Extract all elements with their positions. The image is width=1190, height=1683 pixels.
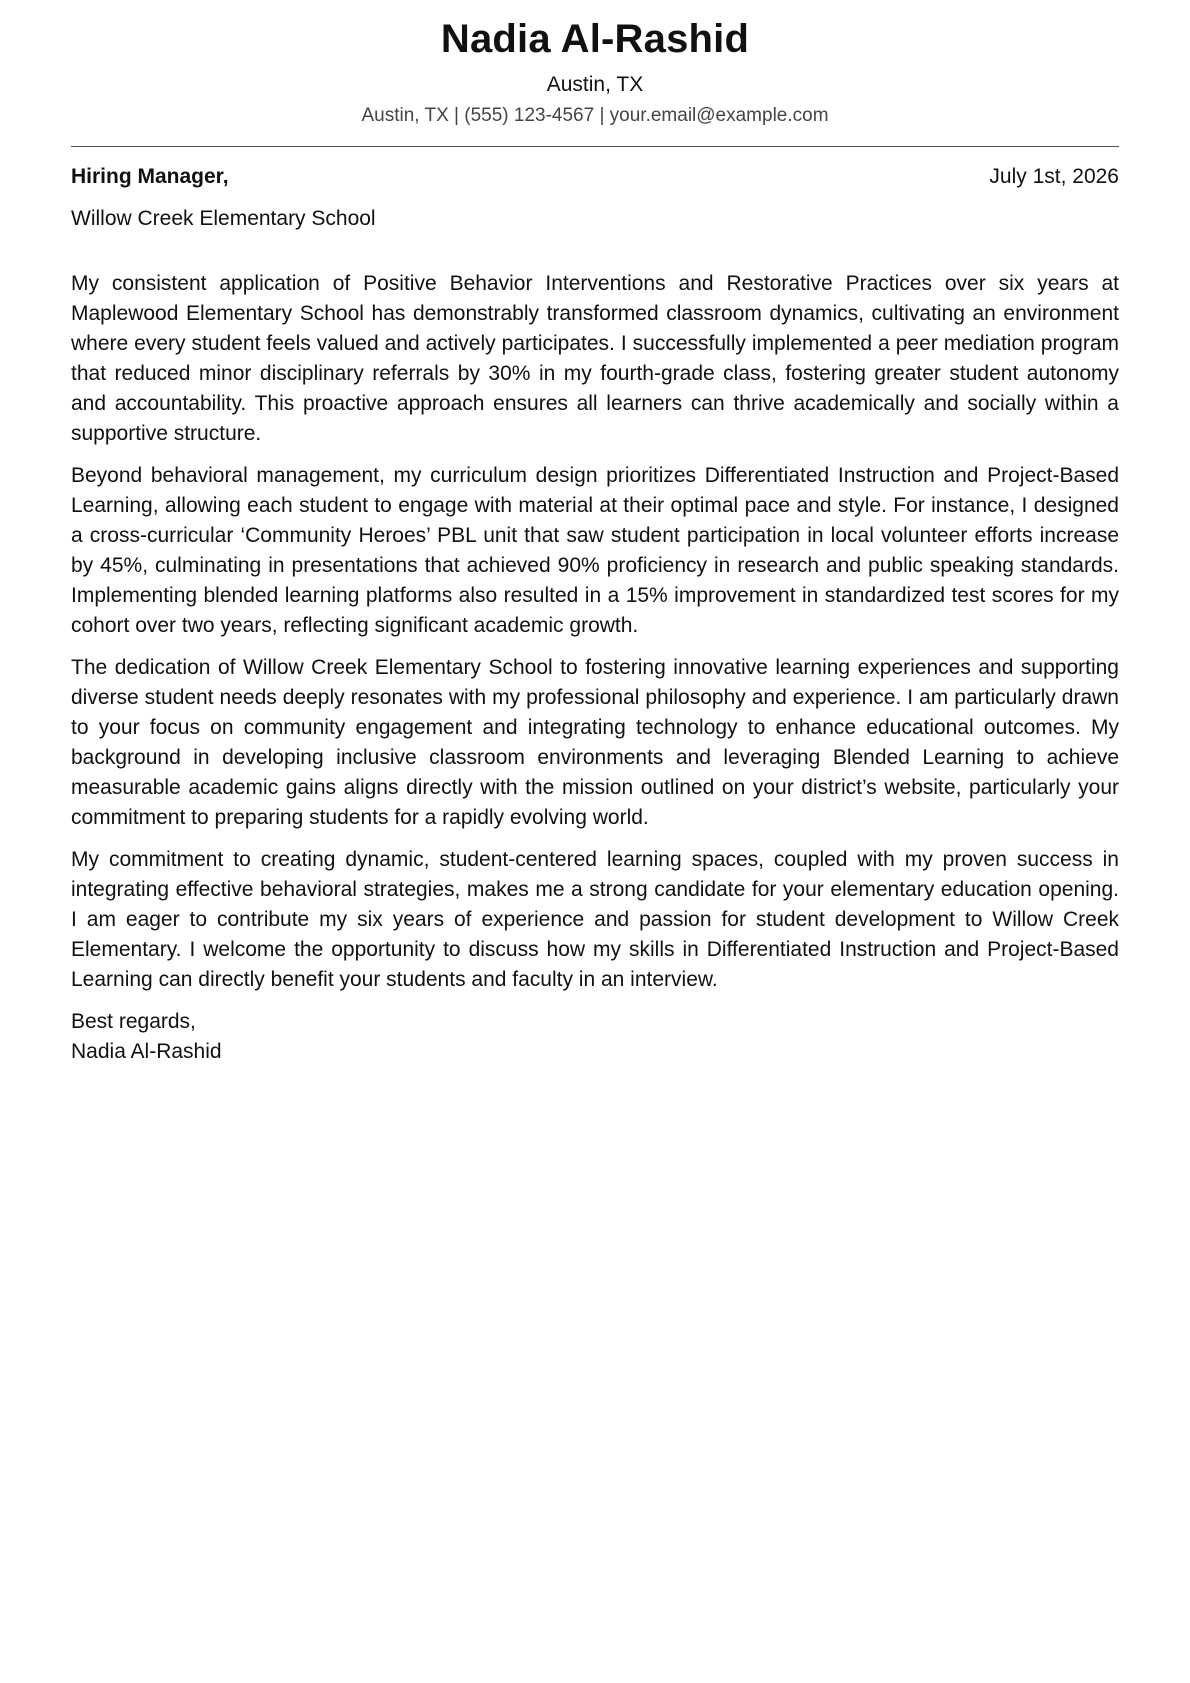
letter-body	[71, 269, 1119, 995]
body-paragraph: The dedication of Willow Creek Elementary School to fostering innovative learning experiences and supporting diverse student needs deeply resonates with my professional philosophy and experience. I am particularly drawn to your focus on community engagement and integrating technology to enhance educational outcomes. My background in developing inclusive classroom environments and leveraging Blended Learning to achieve measurable academic gains aligns directly with the mission outlined on your district’s website, particularly your commitment to preparing students for a rapidly evolving world.	[71, 656, 1119, 829]
body-paragraph: Beyond behavioral management, my curriculum design prioritizes Differentiated Instruction and Project-Based Learning, allowing each student to engage with material at their optimal pace and style. For instance, I designed a cross-curricular ‘Community Heroes’ PBL unit that saw student participation in local volunteer efforts increase by 45%, culminating in presentations that achieved 90% proficiency in research and public speaking standards. Implementing blended learning platforms also resulted in a 15% improvement in standardized test scores for my cohort over two years, reflecting significant academic growth.	[71, 464, 1119, 637]
recipient-salutation: Hiring Manager,	[71, 165, 229, 188]
sender-location: Austin, TX	[546, 73, 644, 96]
recipient-school: Willow Creek Elementary School	[71, 207, 376, 230]
body-paragraph: My commitment to creating dynamic, student-centered learning spaces, coupled with my proven success in integrating effective behavioral strategies, makes me a strong candidate for your elementary education opening. I am eager to contribute my six years of experience and passion for student development to Willow Creek Elementary. I welcome the opportunity to discuss how my skills in Differentiated Instruction and Project-Based Learning can directly benefit your students and faculty in an interview.	[71, 848, 1119, 991]
recipient-date-row	[71, 163, 1119, 191]
letter-header	[71, 0, 1119, 129]
body-paragraph: My consistent application of Positive Behavior Interventions and Restorative Practices over six years at Maplewood Elementary School has demonstrably transformed classroom dynamics, cultivating an environment where every student feels valued and actively participates. I successfully implemented a peer mediation program that reduced minor disciplinary referrals by 30% in my fourth-grade class, fostering greater student autonomy and accountability. This proactive approach ensures all learners can thrive academically and socially within a supportive structure.	[71, 272, 1119, 445]
letter-date: July 1st, 2026	[989, 165, 1119, 188]
sender-name: Nadia Al-Rashid	[440, 17, 750, 61]
letter-closing: Best regards,	[71, 1010, 196, 1033]
header-divider	[71, 146, 1119, 147]
sender-contact-line: Austin, TX | (555) 123-4567 | your.email@example.com	[361, 105, 829, 126]
letter-signature: Nadia Al-Rashid	[71, 1040, 222, 1063]
